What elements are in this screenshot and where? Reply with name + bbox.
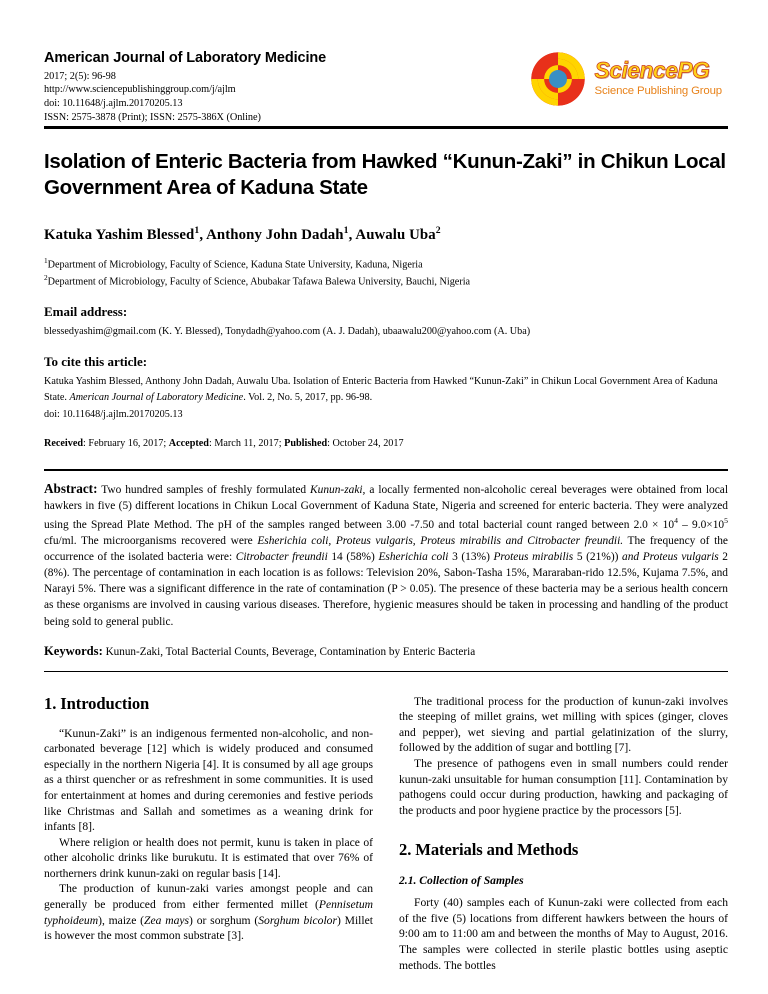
published-label: Published (284, 438, 328, 450)
right-paragraph-1: The traditional process for the production of kunun-zaki involves the steeping of millet grains, wet milling with spices (ginger, cloves and pepper), wet sieving and partial gelatinization of the slurry, followed by the addition of sugar and bottling [7]. (399, 694, 728, 755)
right-paragraph-2: The presence of pathogens even in small numbers could render kunun-zaki unsuitable for human consumption [11]. Contamination by pathogens could occur during production, hawking and packaging of the products and poor hygiene practice by the processors [5]. (399, 756, 728, 817)
masthead-metadata (44, 70, 326, 125)
section-heading-introduction: 1. Introduction (44, 693, 150, 713)
abstract-bottom-rule (44, 671, 728, 672)
subsection-heading-collection-of-samples: 2.1. Collection of Samples (399, 874, 524, 888)
citation-text: Katuka Yashim Blessed, Anthony John Dadah, Auwalu Uba. Isolation of Enteric Bacteria from Hawked “Kunun-Zaki” in Chikun Local Government Area of Kaduna State. American Journal of Laboratory Medicine. Vol. 2, No. 5, 2017, pp. 96-98. (44, 375, 718, 403)
received-label: Received (44, 438, 84, 450)
left-column (44, 694, 373, 974)
intro-paragraph-1: “Kunun-Zaki” is an indigenous fermented non-alcoholic, and non-carbonated beverage [12] which is widely produced and consumed especially in the northern Nigeria [4]. It is consumed by all age groups as a thirst quencher or as refreshment in some communities. It is used for entertainment at homes and during ceremonies and festive periods like Christmas and Sallah and sometimes as a weaning drink for infants [8]. (44, 726, 373, 834)
abstract-text: Abstract: Two hundred samples of freshly formulated Kunun-zaki, a locally fermented non-alcoholic cereal beverages were obtained from local hawkers in five (5) different locations in Chikun Local Government of Kaduna State, Nigeria and screened for enteric bacteria. They were analyzed using the Spread Plate Method. The pH of the samples ranged between 3.00 -7.50 and total bacterial count ranged between $2.0 \times 10^4 - 9.0\times 10^5$ cfu/ml. The microorganisms recovered were Esherichia coli, Proteus vulgaris, Proteus mirabilis and Citrobacter freundii. The frequency of the occurrence of the isolated bacteria were: Citrobacter freundii 14 (58%) Esherichia coli 3 (13%) Proteus mirabilis 5 (21%)) and Proteus vulgaris 2 (8%). The percentage of contamination in each location is as follows: Television 20%, Sabon-Tasha 15%, Mararaban-rido 12.5%, Kujama 7.5%, and Narayi 5%. There was a significant difference in the rate of contamination (P > 0.05). The presence of these bacteria may be a serious health concern as these organisms are involved in causing various diseases. Therefore, hygienic measures should be taken in processing and handling of the product being sold to general public. (44, 480, 728, 628)
publisher-logo (529, 48, 728, 108)
masthead (44, 48, 728, 124)
keywords-line (44, 643, 728, 661)
publisher-subtitle: Science Publishing Group (594, 85, 722, 98)
keywords-label: Keywords: (44, 643, 103, 658)
journal-doi: doi: 10.11648/j.ajlm.20170205.13 (44, 98, 183, 110)
author-emails: blessedyashim@gmail.com (K. Y. Blessed), Tonydadh@yahoo.com (A. J. Dadah), ubaawalu200@yahoo.com (A. Uba) (44, 326, 531, 338)
intro-paragraph-3: The production of kunun-zaki varies amongst people and can generally be produced from either fermented millet (Pennisetum typhoideum), maize (Zea mays) or sorghum (Sorghum bicolor) Millet is however the most common substrate [3]. (44, 882, 373, 943)
journal-title: American Journal of Laboratory Medicine (44, 50, 327, 66)
abstract-label: Abstract: (44, 480, 98, 496)
abstract-block (44, 469, 728, 672)
masthead-divider-rule (44, 126, 728, 129)
citation-doi: doi: 10.11648/j.ajlm.20170205.13 (44, 409, 183, 421)
publication-dates (44, 436, 728, 451)
accepted-label: Accepted (168, 438, 209, 450)
affiliation-2: $^2$Department of Microbiology, Faculty of Science, Abubakar Tafawa Balewa University, Bauchi, Nigeria (44, 273, 471, 288)
sciencepg-swirl-icon (529, 50, 587, 108)
publisher-logo-text (595, 58, 722, 100)
received-value: : February 16, 2017; (83, 438, 169, 450)
journal-url[interactable]: http://www.sciencepublishinggroup.com/j/ajlm (44, 84, 236, 96)
intro-paragraph-2: Where religion or health does not permit, kunu is taken in place of other alcoholic drinks like burukutu. It is estimated that over 76% of northerners drink kunun-zaki on regular basis [14]. (44, 835, 373, 880)
cite-heading: To cite this article: (44, 353, 148, 369)
affiliation-1: $^1$Department of Microbiology, Faculty of Science, Kaduna State University, Kaduna, Nigeria (44, 255, 423, 270)
publisher-wordmark: SciencePG (594, 57, 710, 84)
journal-issn: ISSN: 2575-3878 (Print); ISSN: 2575-386X (Online) (44, 112, 261, 124)
author-list: Katuka Yashim Blessed$^1$, Anthony John Dadah$^1$, Auwalu Uba$^2$ (44, 224, 441, 243)
accepted-value: : March 11, 2017; (208, 438, 285, 450)
right-column (399, 694, 728, 974)
collection-paragraph-1: Forty (40) samples each of Kunun-zaki were collected from each of the five (5) locations from different hawkers between the hours of 9:00 am to 11:00 am and between the months of May to August, 2016. The samples were collected in sterile plastic bottles using aseptic methods. The bottles (399, 896, 728, 972)
body-columns (44, 694, 728, 974)
masthead-text-block (44, 48, 326, 125)
affiliations (44, 255, 728, 291)
volume-issue-pages: 2017; 2(5): 96-98 (44, 70, 116, 82)
page-title: Isolation of Enteric Bacteria from Hawked “Kunun-Zaki” in Chikun Local Government Area of Kaduna State (44, 150, 726, 199)
keywords-text: Kunun-Zaki, Total Bacterial Counts, Beverage, Contamination by Enteric Bacteria (105, 645, 476, 658)
published-value: : October 24, 2017 (327, 438, 404, 450)
email-heading: Email address: (44, 304, 128, 320)
section-heading-materials-and-methods: 2. Materials and Methods (399, 840, 579, 860)
abstract-top-rule (44, 469, 728, 471)
